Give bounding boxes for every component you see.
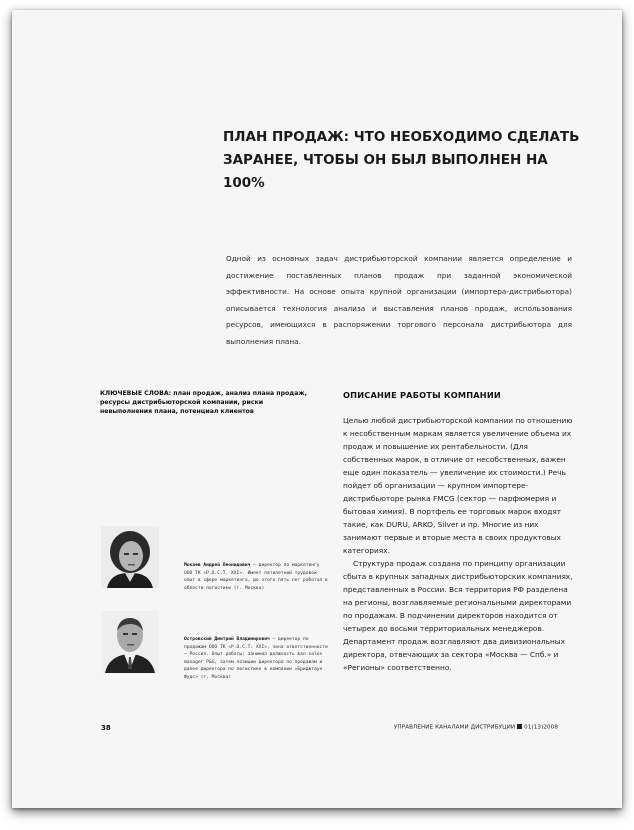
body-paragraph-1: Целью любой дистрибьюторской компании по отношению к несобственным маркам является увеличение объема их продаж и повышение их рентабельности. (Для собственных марок, в отличие от несобственных, важен еще один показатель — увеличение их стоимости.) Речь пойдет об организации — крупном импортере-дистрибьюторе рынка FMCG (сектор — парфюмерия и бытовая химия). В портфель ее торговых марок входят такие, как DURU, ARKO, Silver и пр. Многие из них занимают первые и вторые места в своих продуктовых категориях.	[343, 416, 573, 555]
author-description: — директор по продажам ООО ТК «Р.О.С.Т. XXI», зона ответственности — Россия. Опыт работы: занимал должность kan sales manager P&G, затем позиции директора по продажам и далее директора по логистике в компании «Бриджтаун Фудс» (г. Москва)	[184, 637, 328, 680]
author-description: — директор по маркетингу ООО ТК «Р.О.С.Т. XXI». Имеет пятилетний трудовой опыт в сфере маркетинга, до этого пять лет работал в области логистики (г. Москва)	[184, 563, 328, 591]
author-bio-2	[184, 636, 329, 682]
author-name: Островский Дмитрий Владимирович	[184, 637, 270, 642]
journal-name: УПРАВЛЕНИЕ КАНАЛАМИ ДИСТРИБУЦИИ	[393, 724, 516, 731]
author-photo-mokaev	[101, 526, 159, 588]
page-number: 38	[101, 724, 111, 732]
body-column	[343, 414, 574, 674]
issue-number: 01(13)2008	[524, 724, 558, 731]
square-separator-icon	[517, 724, 522, 729]
section-title: ОПИСАНИЕ РАБОТЫ КОМПАНИИ	[343, 390, 501, 400]
keywords: КЛЮЧЕВЫЕ СЛОВА: план продаж, анализ плана продаж, ресурсы дистрибьюторской компании, риски невыполнения плана, потенциал клиентов	[100, 390, 307, 415]
article-title: ПЛАН ПРОДАЖ: ЧТО НЕОБХОДИМО СДЕЛАТЬ ЗАРАНЕЕ, ЧТОБЫ ОН БЫЛ ВЫПОЛНЕН НА 100%	[223, 129, 580, 191]
body-paragraph-2: Структура продаж создана по принципу организации сбыта в крупных западных дистрибьюторских компаниях, представленных в России. Вся территория РФ разделена на регионы, возглавляемые региональными директорами по продажам. В подчинении директоров находится от четырех до восьми территориальных менеджеров. Департамент продаж возглавляют два дивизиональных директора, отвечающих за сектора «Москва — Спб.» и «Регионы» соответственно.	[343, 559, 573, 672]
author-photo-ostrovsky	[101, 611, 159, 673]
running-footer	[394, 724, 558, 731]
author-name: Мокаев Андрей Леонидович	[184, 563, 251, 568]
article-lead: Одной из основных задач дистрибьюторской компании является определение и достижение поставленных планов продаж при заданной экономической эффективности. На основе опыта крупной организации (импортера-дистрибьютора) описывается технология анализа и выставления планов продаж, использования ресурсов, имеющихся в распоряжении торгового персонала дистрибьютора для выполнения плана.	[226, 254, 572, 346]
journal-page	[12, 10, 622, 808]
author-bio-1	[184, 562, 329, 592]
